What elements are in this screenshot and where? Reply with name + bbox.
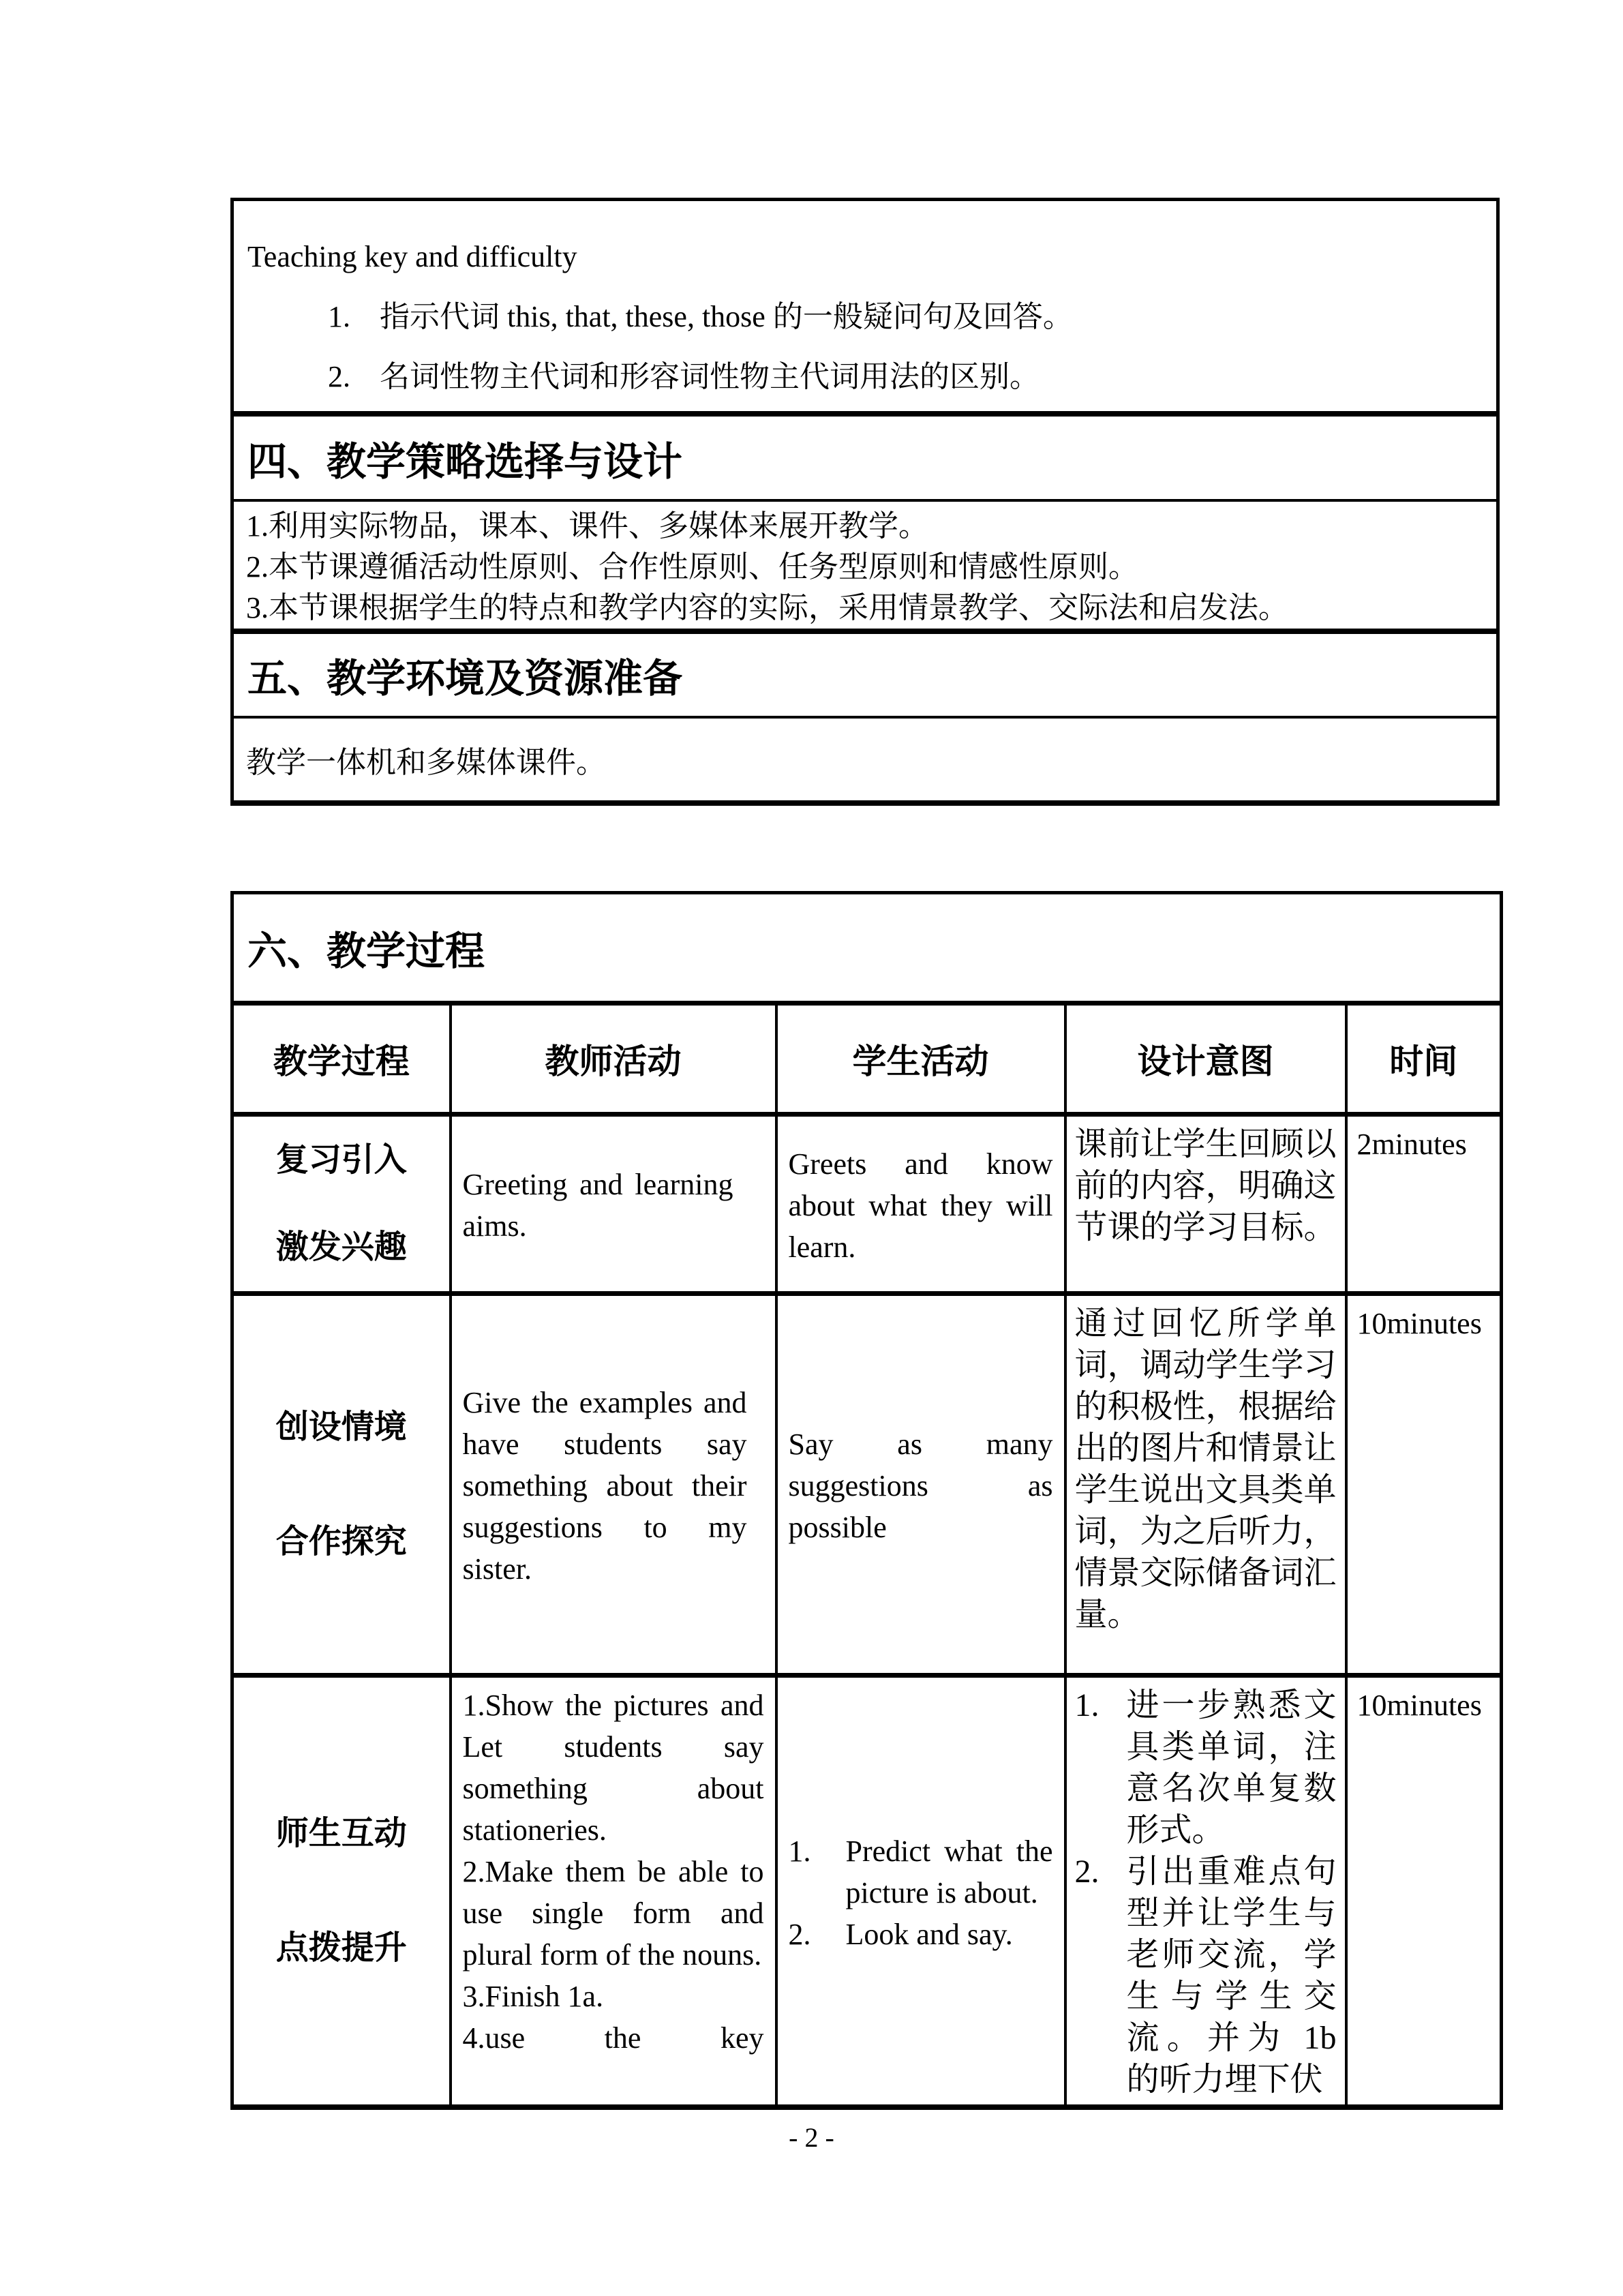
environment-heading-row (232, 631, 1498, 717)
teaching-process-table (230, 891, 1503, 2110)
time-cell: 10minutes (1346, 1676, 1502, 2108)
teacher-activity-paragraph: 3.Finish 1a. (462, 1980, 604, 2013)
strategy-item: 3.本节课根据学生的特点和教学内容的实际，采用情景教学、交际法和启发法。 (246, 591, 1288, 624)
key-difficulty-row (232, 200, 1498, 414)
column-header-intent: 设计意图 (1065, 1003, 1346, 1115)
student-activity-cell (776, 1676, 1065, 2108)
key-difficulty-title: Teaching key and difficulty (247, 240, 577, 273)
design-intent-text: 课前让学生回顾以前的内容，明确这节课的学习目标。 (1074, 1126, 1337, 1245)
stage-cell (232, 1676, 451, 2108)
item-text: 引出重难点句型并让学生与老师交流，学生与学生交流。并为 1b 的听力埋下伏 (1126, 1854, 1337, 2098)
student-activity-cell (776, 1294, 1065, 1676)
strategy-heading: 四、教学策略选择与设计 (232, 414, 1498, 500)
strategy-items-row (232, 500, 1498, 631)
student-activity-text: Greets and know about what they will learn. (788, 1147, 1053, 1264)
teacher-activity-cell (451, 1676, 776, 2108)
teacher-activity-text: Greeting and learning aims. (462, 1168, 733, 1243)
item-number: 1. (788, 1834, 811, 1868)
student-activity-item (789, 1914, 1053, 1955)
teaching-info-table (230, 198, 1500, 806)
teacher-activity-paragraph: 2.Make them be able to use single form and plural form of the nouns. (462, 1855, 764, 1972)
time-cell: 10minutes (1346, 1294, 1502, 1676)
time-cell: 2minutes (1346, 1115, 1502, 1294)
process-row-review (232, 1115, 1502, 1294)
stage-name: 点拨提升 (275, 1930, 407, 1966)
environment-content-row (232, 717, 1498, 803)
stage-name: 合作探究 (275, 1523, 407, 1560)
design-intent-cell (1065, 1115, 1346, 1294)
strategy-item: 1.利用实际物品，课本、课件、多媒体来展开教学。 (246, 509, 928, 543)
environment-heading: 五、教学环境及资源准备 (232, 631, 1498, 717)
student-activity-text: Say as many suggestions as possible (788, 1428, 1053, 1544)
key-difficulty-item (247, 287, 1483, 347)
column-header-stage: 教学过程 (232, 1003, 451, 1115)
student-activity-item (789, 1830, 1053, 1914)
column-header-student: 学生活动 (776, 1003, 1065, 1115)
design-intent-item (1075, 1685, 1337, 1851)
item-text: 指示代词 this, that, these, those 的一般疑问句及回答。 (380, 300, 1073, 333)
strategy-items-cell (232, 500, 1498, 631)
stage-name: 师生互动 (275, 1815, 407, 1852)
item-number: 2. (788, 1917, 811, 1951)
stage-name: 复习引入 (275, 1142, 407, 1178)
table-gap (230, 806, 1500, 891)
stage-cell (232, 1294, 451, 1676)
teacher-activity-text: Give the examples and have students say something about their suggestions to my sister. (462, 1386, 747, 1586)
process-heading: 六、教学过程 (232, 893, 1502, 1003)
item-text: Look and say. (845, 1917, 1013, 1951)
stage-cell (232, 1115, 451, 1294)
strategy-item: 2.本节课遵循活动性原则、合作性原则、任务型原则和情感性原则。 (246, 550, 1138, 584)
item-text: 进一步熟悉文具类单词，注意名次单复数形式。 (1126, 1687, 1337, 1848)
item-text: 名词性物主代词和形容词性物主代词用法的区别。 (380, 360, 1040, 393)
item-text: Predict what the picture is about. (845, 1834, 1053, 1909)
environment-content: 教学一体机和多媒体课件。 (232, 717, 1498, 803)
column-header-time: 时间 (1346, 1003, 1502, 1115)
item-number: 1. (328, 300, 350, 333)
page-content (230, 198, 1500, 2110)
student-activity-cell (776, 1115, 1065, 1294)
teacher-activity-paragraph: 1.Show the pictures and Let students say something about stationeries. (462, 1689, 764, 1847)
column-header-teacher: 教师活动 (451, 1003, 776, 1115)
teacher-activity-cell (451, 1294, 776, 1676)
stage-name: 创设情境 (275, 1408, 407, 1445)
stage-name: 激发兴趣 (275, 1229, 407, 1265)
process-row-situation (232, 1294, 1502, 1676)
page-number: - 2 - (789, 2122, 834, 2153)
process-title-row (232, 893, 1502, 1003)
design-intent-text: 通过回忆所学单词，调动学生学习的积极性，根据给出的图片和情景让学生说出文具类单词，为之后听力，情景交际储备词汇量。 (1074, 1305, 1337, 1633)
process-row-interaction (232, 1676, 1502, 2108)
process-header-row (232, 1003, 1502, 1115)
strategy-heading-row (232, 414, 1498, 500)
item-number: 1. (1074, 1687, 1099, 1723)
design-intent-item (1075, 1851, 1337, 2100)
item-number: 2. (1074, 1854, 1099, 1890)
key-difficulty-cell (232, 200, 1498, 414)
teacher-activity-paragraph: 4.use the key (462, 2021, 764, 2055)
item-number: 2. (328, 360, 350, 393)
design-intent-cell (1065, 1294, 1346, 1676)
key-difficulty-item (247, 347, 1483, 407)
teacher-activity-cell (451, 1115, 776, 1294)
design-intent-cell (1065, 1676, 1346, 2108)
